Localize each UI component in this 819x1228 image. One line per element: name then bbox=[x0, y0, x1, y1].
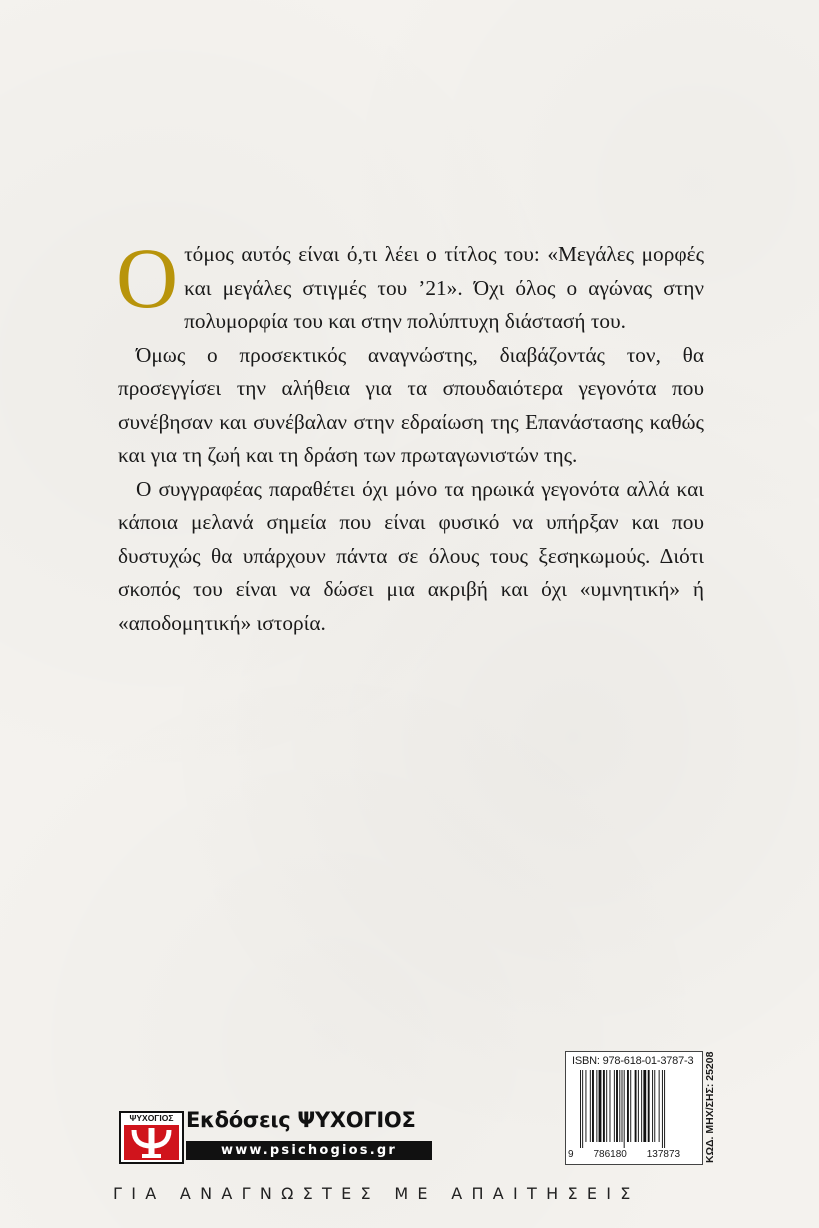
blurb-paragraph-2: Όμως ο προσεκτικός αναγνώστης, διαβάζοντάς τον, θα προσεγγίσει την αλήθεια για τα σπουδαιότερα γεγονότα που συνέβησαν και συνέβαλαν στην εδραίωση της Επανάστασης καθώς και για τη ζωή και τη δράση των πρωταγωνιστών της. bbox=[118, 342, 704, 467]
blurb-paragraph-1-text: τόμος αυτός είναι ό,τι λέει ο τίτλος του: «Μεγάλες μορφές και μεγάλες στιγμές του ’21». Όχι όλος ο αγώνας στην πολυμορφία του και στην πολύπτυχη διάστασή του. bbox=[184, 242, 704, 333]
barcode-bar bbox=[662, 1070, 663, 1148]
drop-cap: Ο bbox=[116, 230, 179, 326]
barcode-bar bbox=[641, 1070, 642, 1142]
psi-icon bbox=[121, 1124, 182, 1162]
barcode-bar bbox=[606, 1070, 607, 1142]
isbn-barcode-box bbox=[565, 1051, 703, 1165]
barcode-bar bbox=[585, 1070, 586, 1142]
blurb-paragraph-3: Ο συγγραφέας παραθέτει όχι μόνο τα ηρωικά γεγονότα αλλά και κάποια μελανά σημεία που είναι φυσικό να υπήρξαν και που δυστυχώς θα υπάρχουν πάντα σε όλους τους ξεσηκωμούς. Διότι σκοπός του είναι να δώσει μια ακριβή και όχι «υμνητική» ή «αποδομητική» ιστορία. bbox=[118, 476, 704, 635]
barcode-digits bbox=[568, 1149, 700, 1160]
barcode-bar bbox=[614, 1070, 615, 1142]
publisher-logo bbox=[119, 1111, 184, 1164]
barcode-bar bbox=[580, 1070, 581, 1148]
barcode-bar bbox=[582, 1070, 583, 1148]
barcode-bar bbox=[624, 1070, 625, 1148]
barcode-bar bbox=[590, 1070, 591, 1142]
barcode-bar bbox=[627, 1070, 629, 1142]
barcode-bar bbox=[664, 1070, 665, 1148]
barcode-bar bbox=[603, 1070, 605, 1142]
machine-code: ΚΩΔ. ΜΗΧ/ΣΗΣ: 25208 bbox=[704, 1051, 716, 1163]
publisher-logo-tag: ΨΥΧΟΓΙΟΣ bbox=[129, 1113, 174, 1123]
barcode-bar bbox=[596, 1070, 597, 1142]
barcode bbox=[580, 1070, 692, 1148]
barcode-digits-left: 786180 bbox=[593, 1149, 627, 1160]
barcode-bar bbox=[648, 1070, 650, 1142]
barcode-bar bbox=[599, 1070, 602, 1142]
back-cover-blurb bbox=[116, 230, 704, 640]
barcode-bar bbox=[659, 1070, 660, 1142]
barcode-bar bbox=[619, 1070, 620, 1142]
publisher-name: Εκδόσεις ΨΥΧΟΓΙΟΣ bbox=[186, 1108, 416, 1132]
publisher-url[interactable]: www.psichogios.gr bbox=[186, 1141, 432, 1160]
barcode-bar bbox=[635, 1070, 637, 1142]
barcode-bar bbox=[610, 1070, 611, 1142]
barcode-bar bbox=[592, 1070, 594, 1142]
blurb-paragraph-1 bbox=[116, 230, 704, 339]
barcode-digits-right: 137873 bbox=[646, 1149, 681, 1160]
barcode-bar bbox=[630, 1070, 631, 1142]
publisher-slogan: ΓΙΑ ΑΝΑΓΝΩΣΤΕΣ ΜΕ ΑΠΑΙΤΗΣΕΙΣ bbox=[113, 1184, 640, 1203]
barcode-bar bbox=[616, 1070, 618, 1142]
isbn-number: ISBN: 978-618-01-3787-3 bbox=[572, 1055, 694, 1067]
barcode-bar bbox=[652, 1070, 653, 1142]
barcode-digit-first: 9 bbox=[568, 1149, 574, 1160]
barcode-bar bbox=[622, 1070, 623, 1142]
barcode-bar bbox=[654, 1070, 655, 1142]
barcode-bar bbox=[638, 1070, 639, 1142]
barcode-bar bbox=[643, 1070, 646, 1142]
